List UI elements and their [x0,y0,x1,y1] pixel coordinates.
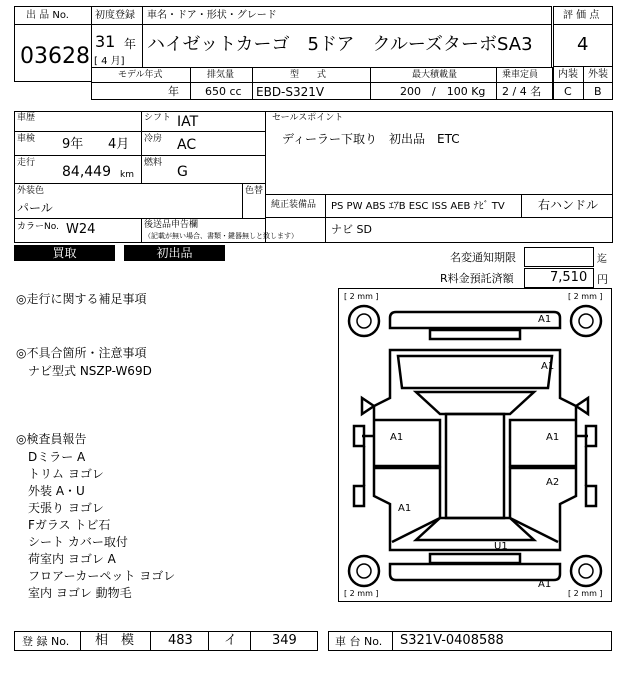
payload: 200 / 100 Kg [400,85,486,98]
reg-label: 初度登録 [95,10,135,21]
car-outline-drawing [338,288,612,602]
mileage-value: 84,449 [62,164,111,180]
reg-kana: イ [224,633,238,648]
inspection-year: 9年 [62,137,84,152]
defect-remarks-title: ◎不具合箇所・注意事項 [16,346,147,360]
color-no-label: カラーNo. [17,222,59,232]
capacity-label: 乗車定員 [502,70,539,80]
mileage-label: 走行 [17,158,36,168]
deadline-box [524,247,594,267]
fuel-label: 燃料 [144,158,163,168]
reg-year: 31 [95,32,116,51]
score-label: 評 価 点 [563,10,600,21]
exterior-label: 外装 [588,69,608,80]
chassis-label: 車 台 No. [335,635,383,648]
shift-label: シフト [144,113,172,123]
equipment-label: 純正装備品 [271,200,317,210]
inspector-line: Fガラス トビ石 [28,518,111,532]
recycle-label: R料金預託済額 [440,272,514,285]
car-name-label: 車名・ドア・形状・グレード [147,10,277,21]
tire-depth-label: [ 2 mm ] [568,292,603,301]
inspector-line: 天張り ヨゴレ [28,501,104,515]
fuel-value: G [177,164,188,180]
capacity: 2 / 4 名 [502,85,542,98]
model-year: 年 [168,85,179,98]
steering: 右ハンドル [538,198,599,212]
exterior-color: パール [17,201,53,215]
tire-depth-label: [ 2 mm ] [344,589,379,598]
reg-no-label: 登 録 No. [22,635,70,648]
reg-month: [ 4 月] [94,56,125,67]
car-name: ハイゼットカーゴ 5ドア クルーズターボSA3 [147,34,533,55]
damage-mark: A1 [390,432,404,443]
reg-class: 483 [168,633,193,648]
ac-label: 冷房 [144,134,163,144]
sales-point-label: セールスポイント [272,113,344,123]
inspector-line: トリム ヨゴレ [28,467,104,481]
vehicle-type: EBD-S321V [256,85,325,99]
inspection-label: 車検 [17,134,36,144]
buy-tag: 買取 [14,245,115,261]
reg-area: 相 模 [95,633,135,648]
defect-line: ナビ型式 NSZP-W69D [28,364,152,378]
damage-mark: A1 [538,579,552,590]
sales-point: ディーラー下取り 初出品 ETC [282,132,460,146]
lot-number: 03628 [20,44,90,69]
color-no: W24 [66,222,96,237]
ac-value: AC [177,137,197,153]
damage-mark: A2 [546,477,560,488]
inspector-line: シート カバー取付 [28,535,128,549]
displacement-label: 排気量 [207,70,235,80]
damage-mark: A1 [541,361,555,372]
inspector-line: フロアーカーペット ヨゴレ [28,569,176,583]
reg-number: 349 [272,633,297,648]
tire-depth-label: [ 2 mm ] [568,589,603,598]
driving-remarks-title: ◎走行に関する補足事項 [16,292,147,306]
payload-label: 最大積載量 [412,70,458,80]
color-change-label: 色替 [245,186,264,196]
inspector-line: 荷室内 ヨゴレ A [28,552,116,566]
history-label: 車歴 [17,113,36,123]
reg-year-unit: 年 [124,37,137,51]
tire-depth-label: [ 2 mm ] [344,292,379,301]
deadline-unit: 迄 [597,254,607,265]
type-label: 型 式 [290,70,327,80]
model-year-label: モデル年式 [118,70,163,80]
recycle-fee: 7,510 [550,270,588,285]
first-listing-tag: 初出品 [124,245,225,261]
exterior-color-label: 外装色 [17,186,45,196]
damage-mark: U1 [494,541,508,552]
interior-grade: C [564,85,572,98]
inspector-line: Dミラー A [28,450,86,464]
inspector-line: 外装 A・U [28,484,85,498]
mileage-unit: km [120,170,134,180]
inspection-month: 4月 [108,137,130,152]
aftermarket-note: （記載が無い場合、書類・鍵器無しと致します） [144,232,298,240]
exterior-grade: B [594,85,602,98]
equipment: PS PW ABS ｴｱB ESC ISS AEB ﾅﾋﾞ TV [331,201,505,212]
aftermarket-label: 後送品申告欄 [144,220,199,230]
deadline-label: 名変通知期限 [450,251,516,264]
aftermarket-value: ナビ SD [331,223,372,236]
damage-mark: A1 [546,432,560,443]
displacement: 650 cc [205,85,242,98]
damage-mark: A1 [538,314,552,325]
inspector-line: 室内 ヨゴレ 動物毛 [28,586,132,600]
inspector-title: ◎検査員報告 [16,432,87,446]
interior-label: 内装 [558,69,578,80]
shift-value: IAT [177,114,199,130]
chassis-number: S321V-0408588 [400,633,504,648]
damage-mark: A1 [398,503,412,514]
score-value: 4 [577,34,589,55]
recycle-unit: 円 [597,273,608,286]
lot-label: 出 品 No. [26,10,69,21]
